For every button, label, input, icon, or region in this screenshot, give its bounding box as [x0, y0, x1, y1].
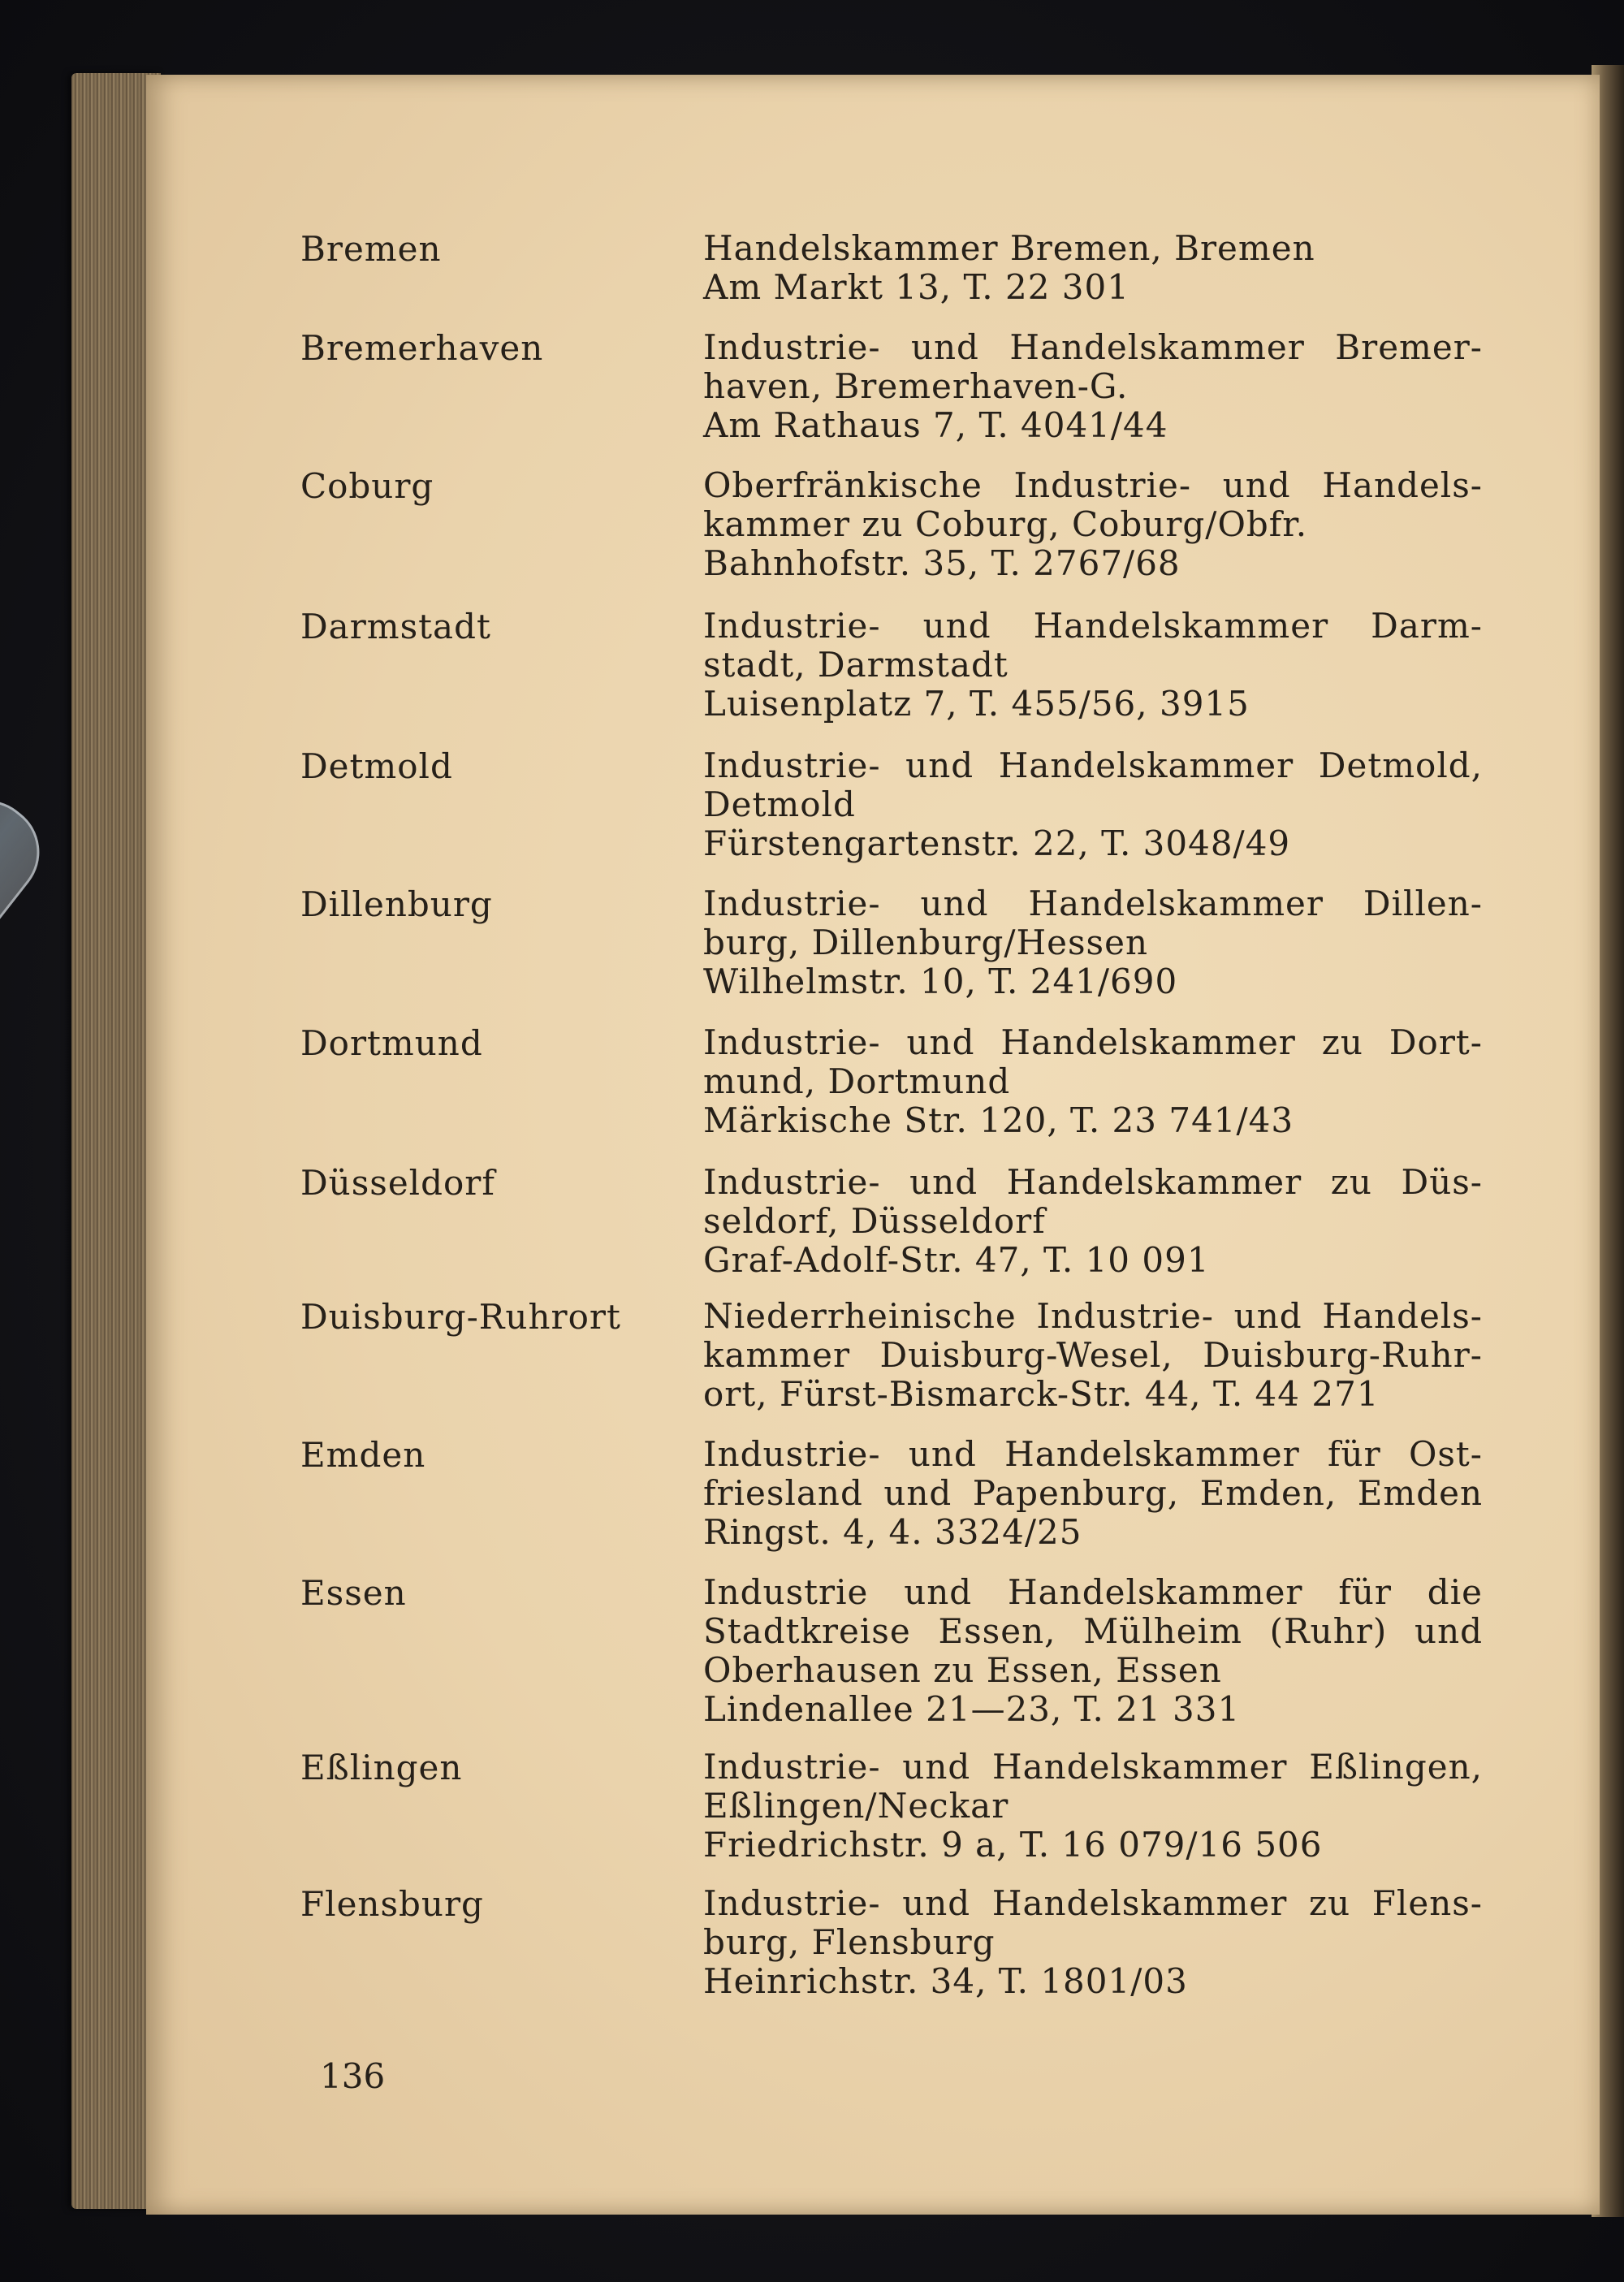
chamber-details [703, 746, 1483, 863]
detail-line: mund, Dortmund [703, 1061, 1011, 1101]
city-name: Flensburg [300, 1884, 484, 1924]
chamber-details [703, 1023, 1483, 1140]
detail-line: Industrie- und Handelskammer Detmold, [703, 746, 1483, 785]
city-name: Düsseldorf [300, 1163, 495, 1203]
detail-line: Heinrichstr. 34, T. 1801/03 [703, 1961, 1188, 2001]
detail-line: Märkische Str. 120, T. 23 741/43 [703, 1100, 1294, 1140]
detail-line: ort, Fürst-Bismarck-Str. 44, T. 44 271 [703, 1374, 1380, 1414]
city-name: Darmstadt [300, 607, 491, 646]
detail-line: kammer zu Coburg, Coburg/Obfr. [703, 504, 1308, 544]
city-name: Dortmund [300, 1023, 483, 1063]
detail-line: Lindenallee 21—23, T. 21 331 [703, 1689, 1241, 1729]
detail-line: haven, Bremerhaven-G. [703, 366, 1129, 406]
city-name: Coburg [300, 466, 434, 506]
detail-line: kammer Duisburg-Wesel, Duisburg-Ruhr- [703, 1335, 1483, 1375]
city-name: Essen [300, 1573, 407, 1613]
city-name: Bremerhaven [300, 328, 544, 368]
chamber-details [703, 1573, 1483, 1729]
city-name: Dillenburg [300, 884, 493, 924]
detail-line: Industrie und Handelskammer für die [703, 1572, 1483, 1612]
detail-line: Bahnhofstr. 35, T. 2767/68 [703, 543, 1181, 583]
detail-line: Am Markt 13, T. 22 301 [703, 267, 1129, 307]
detail-line: Am Rathaus 7, T. 4041/44 [703, 405, 1168, 445]
detail-line: Fürstengartenstr. 22, T. 3048/49 [703, 823, 1291, 863]
city-name: Eßlingen [300, 1748, 463, 1787]
detail-line: Luisenplatz 7, T. 455/56, 3915 [703, 684, 1250, 724]
chamber-details [703, 229, 1483, 307]
city-name: Bremen [300, 229, 442, 269]
chamber-details [703, 1884, 1483, 2001]
detail-line: Oberfränkische Industrie- und Handels- [703, 465, 1483, 505]
detail-line: Stadtkreise Essen, Mülheim (Ruhr) und [703, 1611, 1483, 1651]
detail-line: Industrie- und Handelskammer für Ost- [703, 1434, 1483, 1474]
letter-opener [0, 780, 59, 1295]
city-name: Emden [300, 1435, 426, 1475]
detail-line: Friedrichstr. 9 a, T. 16 079/16 506 [703, 1825, 1323, 1865]
chamber-details [703, 466, 1483, 583]
detail-line: Industrie- und Handelskammer zu Flens- [703, 1883, 1483, 1923]
detail-line: stadt, Darmstadt [703, 645, 1009, 685]
chamber-details [703, 607, 1483, 724]
detail-line: Industrie- und Handelskammer zu Dort- [703, 1022, 1483, 1062]
detail-line: burg, Flensburg [703, 1922, 996, 1962]
chamber-details [703, 884, 1483, 1001]
detail-line: Detmold [703, 784, 856, 824]
detail-line: Oberhausen zu Essen, Essen [703, 1650, 1222, 1690]
detail-line: Eßlingen/Neckar [703, 1786, 1009, 1826]
detail-line: burg, Dillenburg/Hessen [703, 923, 1149, 962]
city-name: Duisburg-Ruhrort [300, 1297, 621, 1337]
detail-line: Wilhelmstr. 10, T. 241/690 [703, 962, 1178, 1001]
detail-line: Ringst. 4, 4. 3324/25 [703, 1512, 1082, 1552]
directory-entries [146, 75, 1600, 2215]
chamber-details [703, 1297, 1483, 1414]
chamber-details [703, 1163, 1483, 1280]
detail-line: Industrie- und Handelskammer Darm- [703, 606, 1483, 646]
chamber-details [703, 1435, 1483, 1552]
detail-line: Niederrheinische Industrie- und Handels- [703, 1296, 1483, 1336]
page-number: 136 [320, 2056, 386, 2096]
book-page [146, 75, 1600, 2215]
detail-line: friesland und Papenburg, Emden, Emden [703, 1473, 1483, 1513]
detail-line: seldorf, Düsseldorf [703, 1201, 1046, 1241]
detail-line: Industrie- und Handelskammer Bremer- [703, 327, 1483, 367]
detail-line: Graf-Adolf-Str. 47, T. 10 091 [703, 1240, 1210, 1280]
detail-line: Industrie- und Handelskammer Dillen- [703, 884, 1483, 923]
chamber-details [703, 328, 1483, 445]
detail-line: Handelskammer Bremen, Bremen [703, 228, 1315, 268]
detail-line: Industrie- und Handelskammer zu Düs- [703, 1162, 1483, 1202]
detail-line: Industrie- und Handelskammer Eßlingen, [703, 1747, 1483, 1787]
city-name: Detmold [300, 746, 453, 786]
chamber-details [703, 1748, 1483, 1865]
